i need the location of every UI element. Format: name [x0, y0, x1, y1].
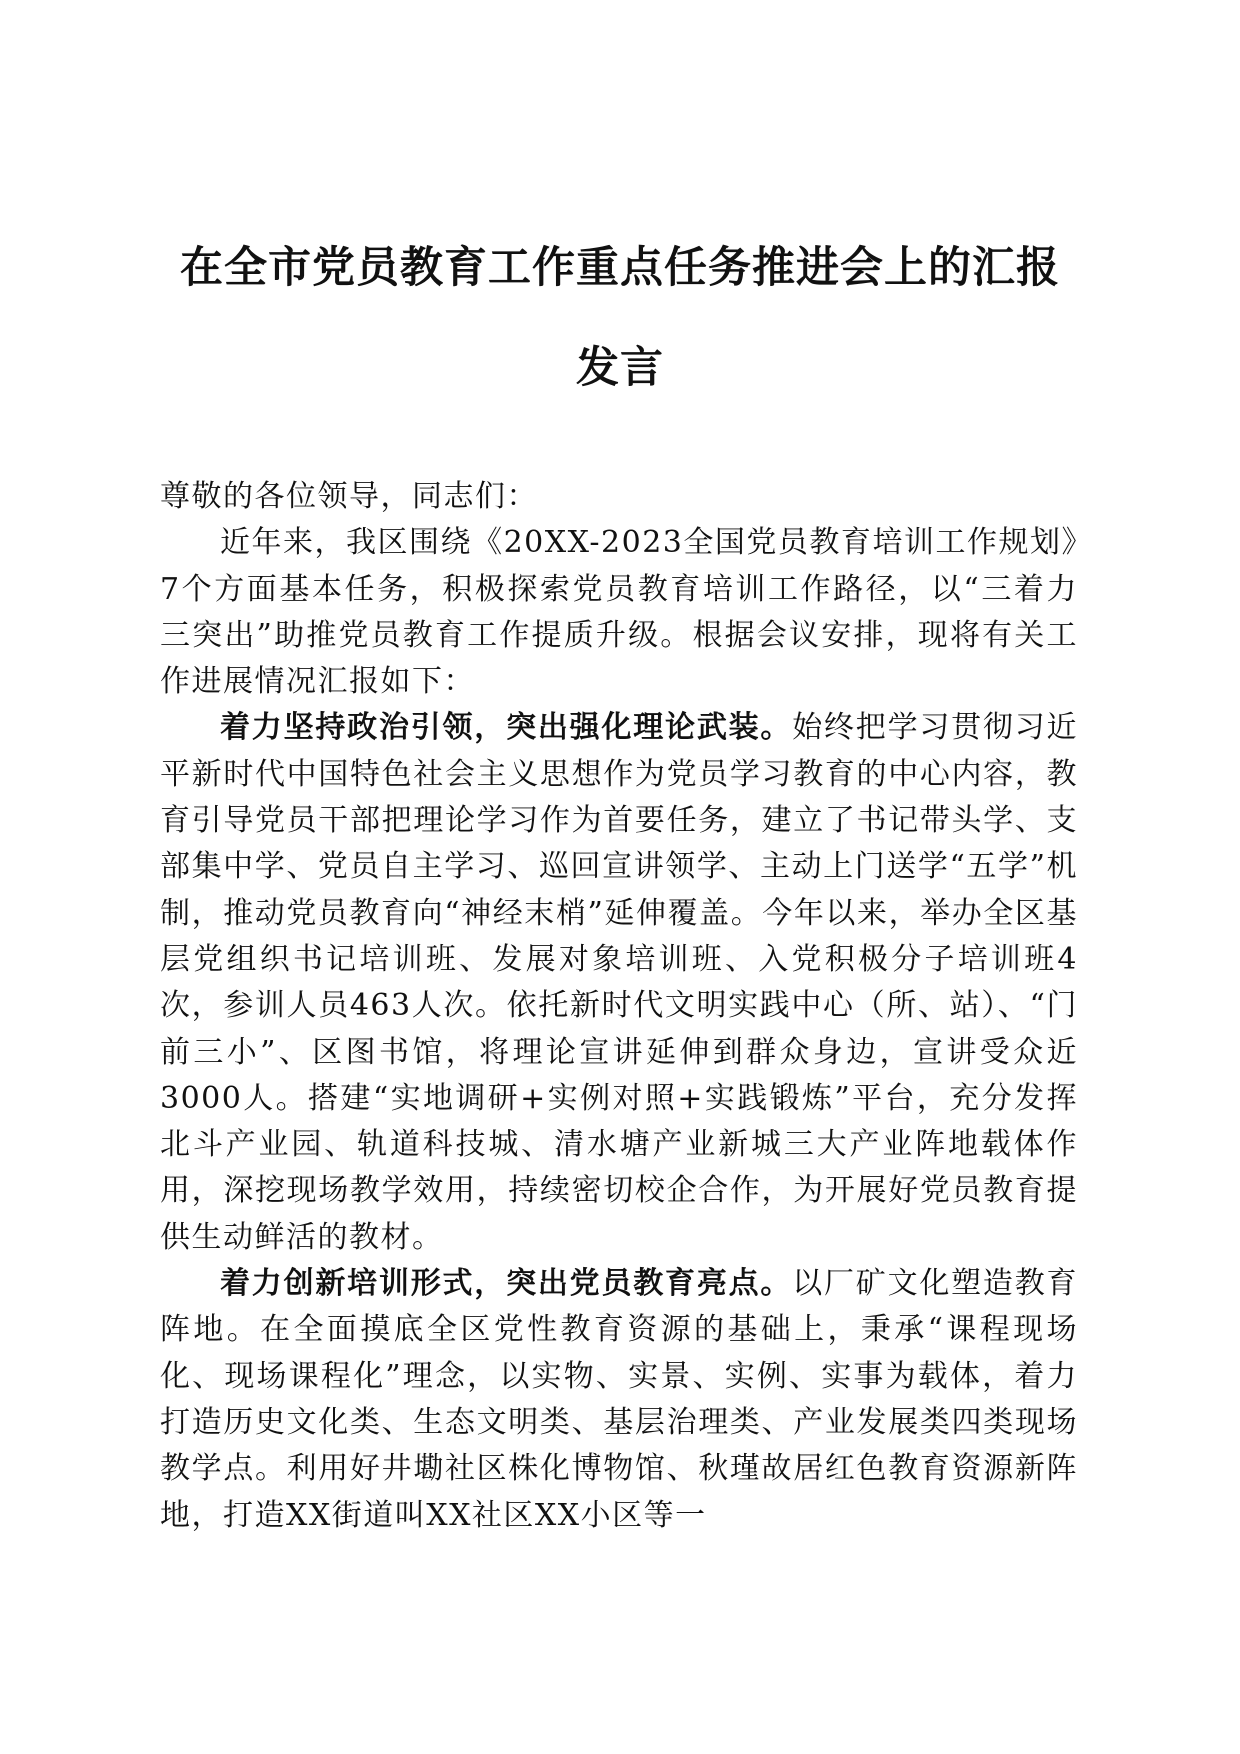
title-line-2: 发言: [576, 343, 664, 393]
document-body: [160, 474, 1078, 1539]
section-1-lead: 着力坚持政治引领，突出强化理论武装。: [220, 710, 793, 746]
salutation: 尊敬的各位领导，同志们：: [160, 479, 538, 514]
section-1-text: 始终把学习贯彻习近平新时代中国特色社会主义思想作为党员学习教育的中心内容，教育引导党员干部把理论学习作为首要任务，建立了书记带头学、支部集中学、党员自主学习、巡回宣讲领学、主动上门送学“五学”机制，推动党员教育向“神经末梢”延伸覆盖。今年以来，举办全区基层党组织书记培训班、发展对象培训班、入党积极分子培训班4次，参训人员463人次。依托新时代文明实践中心（所、站）、“门前三小”、区图书馆，将理论宣讲延伸到群众身边，宣讲受众近3000人。搭建“实地调研+实例对照+实践锻炼”平台，充分发挥北斗产业园、轨道科技城、清水塘产业新城三大产业阵地载体作用，深挖现场教学效用，持续密切校企合作，为开展好党员教育提供生动鲜活的教材。: [160, 710, 1079, 1255]
section-1-paragraph: [160, 705, 1078, 1261]
section-2-text: 以厂矿文化塑造教育阵地。在全面摸底全区党性教育资源的基础上，秉承“课程现场化、现场课程化”理念，以实物、实景、实例、实事为载体，着力打造历史文化类、生态文明类、基层治理类、产业发展类四类现场教学点。利用好井墈社区株化博物馆、秋瑾故居红色教育资源新阵地，打造XX街道叫XX社区XX小区等一: [160, 1266, 1079, 1533]
page-title: [150, 218, 1090, 418]
intro-paragraph: 近年来，我区围绕《20XX-2023全国党员教育培训工作规划》7个方面基本任务，积极探索党员教育培训工作路径，以“三着力三突出”助推党员教育工作提质升级。根据会议安排，现将有关工作进展情况汇报如下：: [160, 525, 1078, 700]
section-2-lead: 着力创新培训形式，突出党员教育亮点。: [220, 1266, 793, 1302]
title-line-1: 在全市党员教育工作重点任务推进会上的汇报: [180, 243, 1060, 293]
section-2-paragraph: [160, 1261, 1078, 1539]
